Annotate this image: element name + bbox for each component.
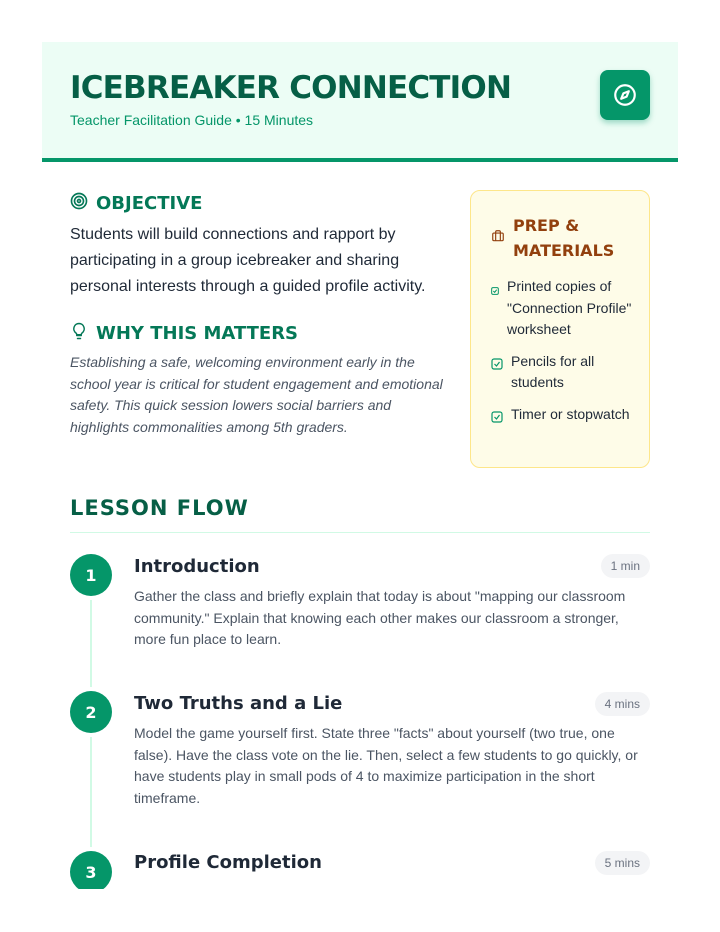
step-number: 3 (70, 851, 112, 889)
why-heading (70, 322, 298, 345)
why-text: Establishing a safe, welcoming environment early in the school year is critical for student engagement and emotional safety. This quick session lowers social barriers and highlights commonalities among 5th graders. (70, 354, 443, 435)
prep-item (491, 276, 641, 341)
duration-badge: 1 min (601, 554, 650, 578)
compass-icon (600, 70, 650, 120)
lesson-flow-heading: LESSON FLOW (70, 496, 249, 520)
prep-heading-label: PREP & MATERIALS (513, 216, 615, 260)
step-description: Gather the class and briefly explain that today is about "mapping our classroom community." Explain that knowing each other makes our classroom a stronger, more fun place to learn. (134, 588, 626, 647)
duration-badge: 5 mins (595, 851, 650, 875)
lightbulb-icon (70, 322, 88, 345)
briefcase-icon (491, 229, 505, 248)
timeline-line (90, 596, 92, 886)
target-icon (70, 192, 88, 215)
objective-heading (70, 192, 202, 215)
step-title: Profile Completion (134, 852, 322, 873)
header-banner (42, 42, 678, 162)
checkbox-icon (491, 280, 499, 341)
page-title: ICEBREAKER CONNECTION (70, 70, 512, 106)
prep-item (491, 404, 641, 430)
page-subtitle: Teacher Facilitation Guide • 15 Minutes (70, 112, 314, 128)
objective-heading-label: OBJECTIVE (96, 193, 203, 214)
checkbox-icon (491, 355, 503, 394)
prep-materials-card (470, 190, 650, 468)
step-number: 2 (70, 691, 112, 733)
why-heading-label: WHY THIS MATTERS (96, 323, 299, 344)
prep-item-label: Timer or stopwatch (511, 405, 630, 422)
prep-item (491, 351, 641, 394)
prep-item-label: Printed copies of "Connection Profile" worksheet (507, 278, 632, 337)
duration-badge: 4 mins (595, 692, 650, 716)
objective-text: Students will build connections and rapport by participating in a group icebreaker and sharing personal interests through a guided profile activity. (70, 226, 426, 295)
prep-heading (491, 213, 623, 263)
prep-list (491, 276, 641, 439)
step-title: Two Truths and a Lie (134, 693, 343, 714)
step-description: Model the game yourself first. State three "facts" about yourself (two true, one false). Have the class vote on the lie. Then, select a few students to go quickly, or have students play in small pods of 4 to maximize participation in the short timeframe. (134, 725, 638, 806)
prep-item-label: Pencils for all students (511, 352, 595, 390)
step-title: Introduction (134, 556, 260, 577)
divider (70, 532, 650, 533)
checkbox-icon (491, 408, 503, 430)
step-number: 1 (70, 554, 112, 596)
